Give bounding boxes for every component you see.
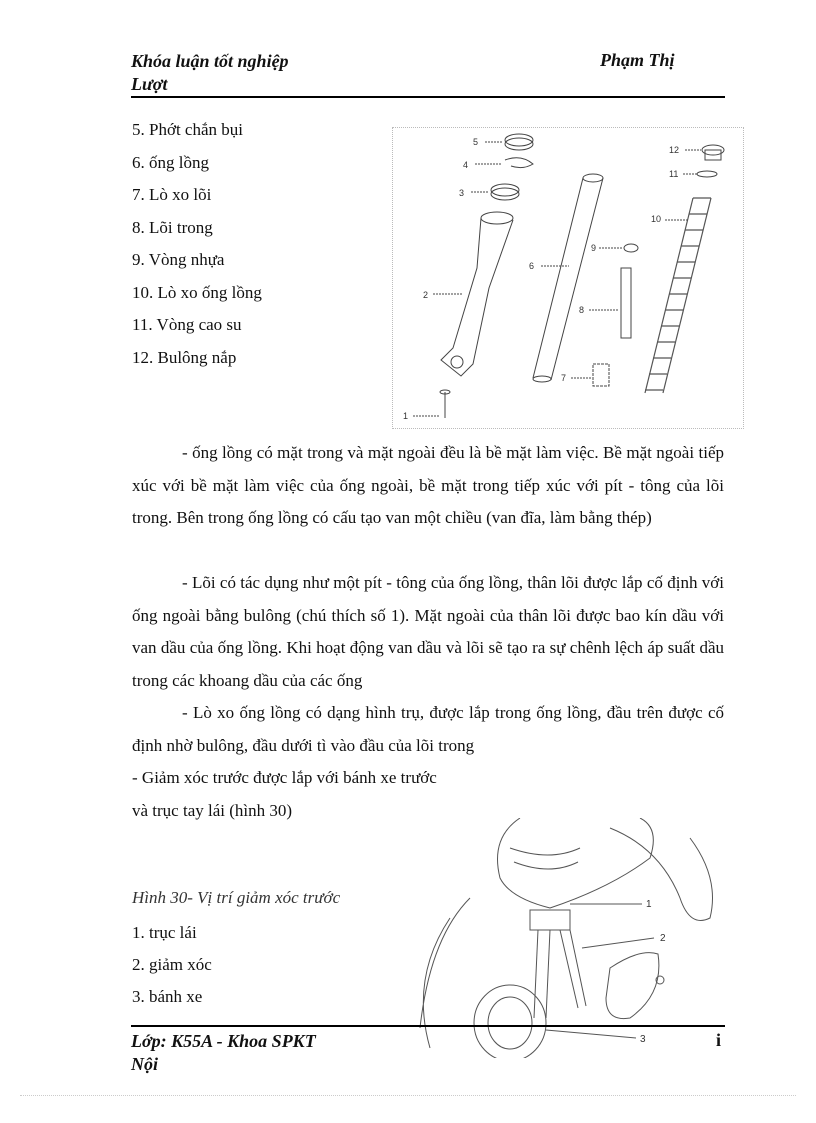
fig2-callout-3: 3 — [640, 1034, 646, 1045]
parts-list — [132, 117, 262, 377]
parts-list-item: 11. Vòng cao su — [132, 315, 242, 334]
parts-list-item: 9. Vòng nhựa — [132, 250, 225, 269]
header-title-line1: Khóa luận tốt nghiệp — [131, 51, 289, 71]
callout-2: 2 — [423, 290, 429, 300]
legend-item: 1. trục lái — [132, 923, 197, 942]
callout-4: 4 — [463, 160, 469, 170]
header-title — [131, 50, 289, 96]
footer-class-line2: Nội — [131, 1054, 158, 1074]
paragraph-core: - Lõi có tác dụng như một pít - tông của ống lồng, thân lõi được lắp cố định với ống ngoài bằng bulông (chú thích số 1). Mặt ngoài của thân lõi được bao kín dầu với van dầu của ống lồng. Khi hoạt động van dầu và lõi sẽ tạo ra sự chênh lệch áp suất dầu trong các khoang dầu của các ống — [132, 573, 724, 690]
footer-class-line1: Lớp: K55A - Khoa SPKT — [131, 1031, 316, 1051]
callout-8: 8 — [579, 305, 585, 315]
parts-list-item: 5. Phớt chắn bụi — [132, 120, 243, 139]
callout-6: 6 — [529, 261, 535, 271]
fig2-callout-1: 1 — [646, 899, 652, 910]
callout-12: 12 — [669, 145, 680, 155]
figure2-legend — [132, 920, 212, 1016]
paragraph-inner-tube: - ống lồng có mặt trong và mặt ngoài đều là bề mặt làm việc. Bề mặt ngoài tiếp xúc với bề mặt làm việc của ống ngoài, bề mặt trong tiếp xúc với pít - tông của lõi trong. Bên trong ống lồng có cấu tạo van một chiều (van đĩa, làm bằng thép) — [132, 443, 724, 527]
front-suspension-diagram — [410, 818, 730, 1058]
callout-5: 5 — [473, 137, 479, 147]
footer-page-mark: i — [716, 1030, 722, 1050]
header-title-line2: Lượt — [131, 74, 168, 94]
fig2-callout-2: 2 — [660, 933, 666, 944]
callout-10: 10 — [651, 214, 662, 224]
parts-list-item: 7. Lò xo lõi — [132, 185, 212, 204]
callout-1: 1 — [403, 411, 409, 421]
callout-7: 7 — [561, 373, 567, 383]
callout-3: 3 — [459, 188, 465, 198]
fork-exploded-diagram — [392, 127, 744, 429]
header-author: Phạm Thị — [600, 50, 675, 70]
parts-list-item: 10. Lò xo ống lồng — [132, 282, 262, 302]
paragraph-spring: - Lò xo ống lồng có dạng hình trụ, được lắp trong ống lồng, đầu trên được cố định nhờ bulông, đầu dưới tì vào đầu của lõi trong — [132, 703, 724, 755]
parts-list-item: 6. ống lồng — [132, 152, 209, 172]
footer-rule — [131, 1025, 725, 1027]
paragraph-front-shock: - Giảm xóc trước được lắp với bánh xe trước — [132, 768, 437, 787]
header-rule — [131, 96, 725, 98]
callout-11: 11 — [669, 169, 679, 179]
parts-list-item: 12. Bulông nắp — [132, 347, 237, 367]
page-bottom-border — [20, 1095, 796, 1096]
legend-item: 2. giảm xóc — [132, 955, 212, 974]
callout-9: 9 — [591, 243, 597, 253]
footer-class — [131, 1030, 322, 1076]
parts-list-item: 8. Lõi trong — [132, 217, 213, 237]
paragraph-front-shock-cont: và trục tay lái (hình 30) — [132, 801, 293, 820]
legend-item: 3. bánh xe — [132, 987, 203, 1006]
figure-caption: Hình 30- Vị trí giảm xóc trước — [132, 888, 341, 907]
